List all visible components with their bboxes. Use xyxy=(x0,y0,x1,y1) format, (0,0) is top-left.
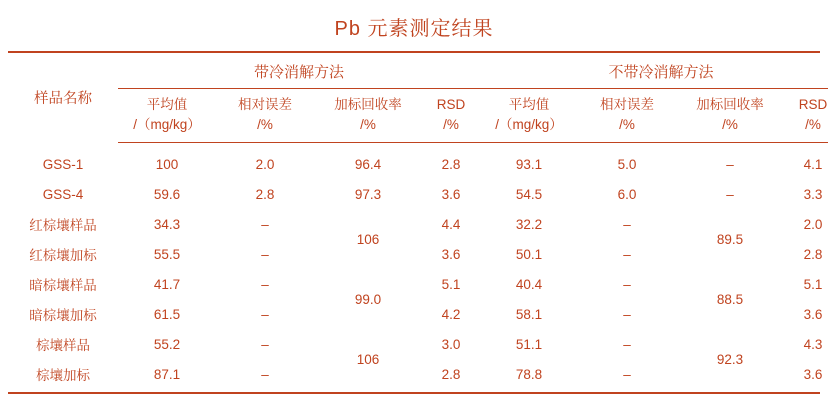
row-b-mean: 50.1 xyxy=(515,246,543,262)
row-b-mean: 78.8 xyxy=(515,366,543,382)
row-name: GSS-4 xyxy=(42,186,84,202)
row-a-error: – xyxy=(261,216,269,232)
header-group-row xyxy=(8,53,828,89)
row-name: GSS-1 xyxy=(42,156,84,172)
header-group-with-cold: 带冷消解方法 xyxy=(118,53,480,89)
header-a-rsd-label: RSD xyxy=(436,97,466,112)
row-a-recovery: 97.3 xyxy=(354,186,382,202)
row-b-rsd: 5.1 xyxy=(803,276,823,292)
header-group-without-cold: 不带冷消解方法 xyxy=(480,53,828,89)
header-a-error-label: 相对误差 xyxy=(238,97,292,112)
row-a-error: – xyxy=(261,366,269,382)
header-a-rsd xyxy=(422,89,480,143)
row-a-mean: 59.6 xyxy=(153,186,181,202)
table-row xyxy=(8,179,828,209)
row-b-rsd: 3.6 xyxy=(803,306,823,322)
row-a-error: – xyxy=(261,336,269,352)
table-row xyxy=(8,329,828,359)
header-b-mean-label: 平均值 xyxy=(508,97,550,112)
row-name: 棕壤加标 xyxy=(36,368,90,384)
row-b-rsd: 4.3 xyxy=(803,336,823,352)
row-b-mean: 40.4 xyxy=(515,276,543,292)
row-b-error: – xyxy=(623,366,631,382)
row-b-rsd: 3.3 xyxy=(803,186,823,202)
page-title: Pb 元素测定结果 xyxy=(334,18,494,40)
row-b-error: – xyxy=(623,216,631,232)
row-b-mean: 58.1 xyxy=(515,306,543,322)
row-name: 暗棕壤样品 xyxy=(29,278,97,294)
header-sub-row xyxy=(8,89,828,143)
row-a-recovery: 99.0 xyxy=(354,291,382,307)
row-b-mean: 54.5 xyxy=(515,186,543,202)
header-a-mean-label: 平均值 xyxy=(146,97,188,112)
row-b-recovery: 88.5 xyxy=(716,291,744,307)
row-a-rsd: 3.6 xyxy=(441,246,461,262)
row-a-mean: 55.5 xyxy=(153,246,181,262)
row-b-rsd: 2.0 xyxy=(803,216,823,232)
header-a-error-unit: /% xyxy=(257,116,273,132)
row-b-error: – xyxy=(623,336,631,352)
row-b-recovery: – xyxy=(726,156,734,172)
row-b-error: 6.0 xyxy=(617,186,637,202)
bottom-rule xyxy=(8,392,820,394)
row-a-error: – xyxy=(261,246,269,262)
row-a-rsd: 2.8 xyxy=(441,156,461,172)
row-b-error: – xyxy=(623,246,631,262)
row-a-mean: 41.7 xyxy=(153,276,181,292)
header-a-recovery-unit: /% xyxy=(360,116,376,132)
table-row xyxy=(8,149,828,179)
row-a-recovery: 106 xyxy=(356,351,380,367)
row-b-error: – xyxy=(623,306,631,322)
row-name: 棕壤样品 xyxy=(36,338,90,354)
row-b-error: 5.0 xyxy=(617,156,637,172)
row-a-rsd: 5.1 xyxy=(441,276,461,292)
row-b-mean: 93.1 xyxy=(515,156,543,172)
header-a-error xyxy=(216,89,314,143)
header-b-recovery-label: 加标回收率 xyxy=(696,97,764,112)
row-a-error: 2.0 xyxy=(255,156,275,172)
row-a-mean: 100 xyxy=(155,156,179,172)
header-a-recovery-label: 加标回收率 xyxy=(334,97,402,112)
header-b-error-unit: /% xyxy=(619,116,635,132)
row-a-error: – xyxy=(261,276,269,292)
row-a-mean: 87.1 xyxy=(153,366,181,382)
header-sample-name: 样品名称 xyxy=(34,91,92,108)
row-b-mean: 51.1 xyxy=(515,336,543,352)
row-a-rsd: 4.2 xyxy=(441,306,461,322)
header-b-rsd-label: RSD xyxy=(798,97,828,112)
row-b-rsd: 4.1 xyxy=(803,156,823,172)
row-a-recovery: 106 xyxy=(356,231,380,247)
header-b-recovery xyxy=(676,89,784,143)
header-b-mean xyxy=(480,89,578,143)
row-a-mean: 34.3 xyxy=(153,216,181,232)
row-name: 红棕壤样品 xyxy=(29,218,97,234)
table-row xyxy=(8,209,828,239)
row-b-recovery: 89.5 xyxy=(716,231,744,247)
header-a-mean-unit: /（mg/kg） xyxy=(133,116,201,132)
row-a-mean: 61.5 xyxy=(153,306,181,322)
row-b-recovery: – xyxy=(726,186,734,202)
table-row xyxy=(8,269,828,299)
row-a-error: 2.8 xyxy=(255,186,275,202)
header-a-mean xyxy=(118,89,216,143)
header-b-error-label: 相对误差 xyxy=(600,97,655,112)
header-a-rsd-unit: /% xyxy=(443,116,459,132)
header-b-error xyxy=(578,89,676,143)
row-a-rsd: 3.6 xyxy=(441,186,461,202)
row-b-recovery: 92.3 xyxy=(716,351,744,367)
row-b-rsd: 2.8 xyxy=(803,246,823,262)
row-b-rsd: 3.6 xyxy=(803,366,823,382)
header-b-recovery-unit: /% xyxy=(722,116,738,132)
row-a-error: – xyxy=(261,306,269,322)
row-a-rsd: 2.8 xyxy=(441,366,461,382)
header-b-rsd-unit: /% xyxy=(805,116,821,132)
row-a-rsd: 3.0 xyxy=(441,336,461,352)
header-b-rsd xyxy=(784,89,828,143)
results-table xyxy=(8,53,828,389)
row-a-recovery: 96.4 xyxy=(354,156,382,172)
row-b-mean: 32.2 xyxy=(515,216,543,232)
row-name: 红棕壤加标 xyxy=(29,248,97,264)
row-a-rsd: 4.4 xyxy=(441,216,461,232)
header-b-mean-unit: /（mg/kg） xyxy=(495,116,563,132)
row-name: 暗棕壤加标 xyxy=(29,308,97,324)
row-b-error: – xyxy=(623,276,631,292)
row-a-mean: 55.2 xyxy=(153,336,181,352)
header-a-recovery xyxy=(314,89,422,143)
